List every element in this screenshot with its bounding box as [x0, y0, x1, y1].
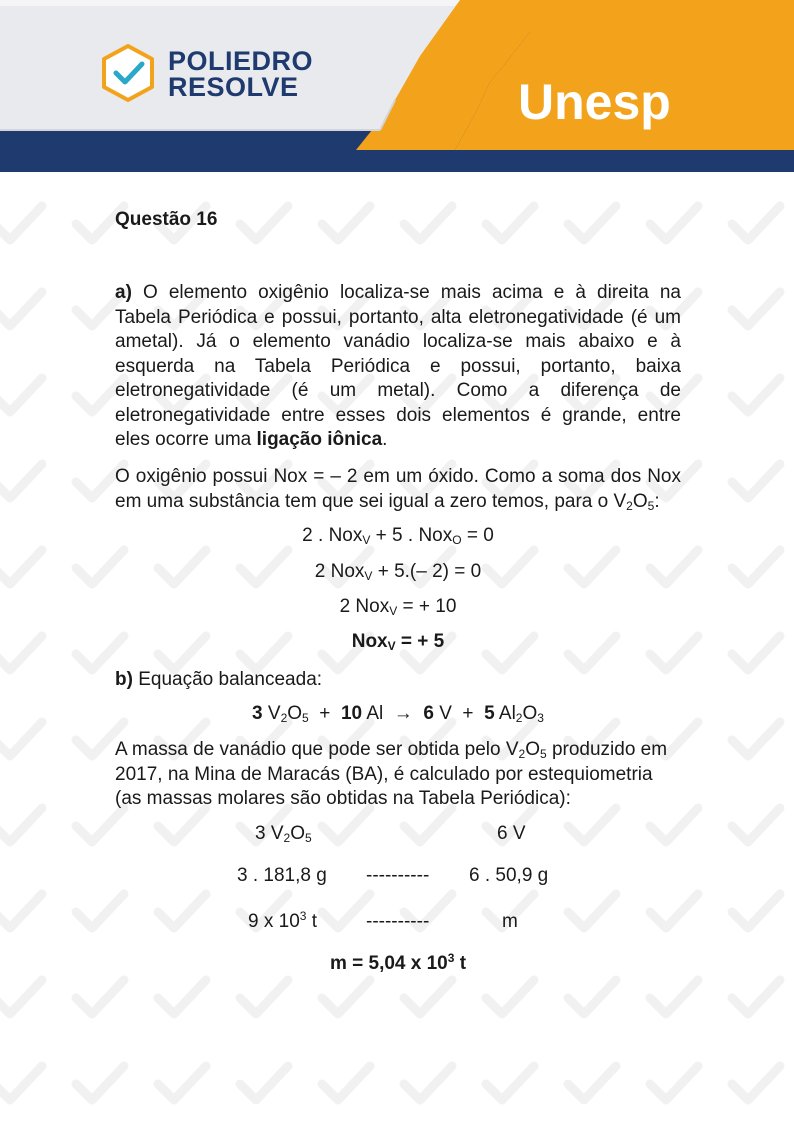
part-b-paragraph — [115, 738, 681, 812]
table-r1-c3: 6 V — [497, 823, 526, 844]
subscript: V — [364, 569, 373, 583]
result-text: t — [454, 953, 467, 974]
eq-text: + 5.(– 2) = 0 — [372, 561, 482, 582]
superscript: 3 — [447, 951, 455, 965]
subscript: V — [362, 533, 371, 547]
subscript: 2 — [626, 498, 633, 513]
eq-text: = + 5 — [395, 631, 445, 652]
table-r3-c2: ---------- — [366, 911, 430, 932]
coefficient: 3 — [252, 703, 263, 724]
table-r2-c3: 6 . 50,9 g — [469, 865, 549, 886]
eq-text: = + 10 — [397, 596, 457, 617]
table-r2-c2: ---------- — [366, 865, 430, 886]
element-symbol: O — [525, 739, 540, 760]
table-r2-c1: 3 . 181,8 g — [237, 865, 327, 886]
subscript: V — [387, 639, 396, 653]
table-r1-c1 — [255, 823, 312, 845]
subscript: 2 — [515, 711, 523, 725]
equation-1 — [115, 525, 681, 547]
part-a-label: a) — [115, 282, 132, 303]
part-b-text: A massa de vanádio que pode ser obtida pelo V — [115, 739, 519, 760]
coefficient: 10 — [340, 703, 363, 724]
part-a-paragraph-1 — [115, 281, 681, 453]
cell-text: 9 x 10 — [248, 911, 300, 932]
part-a-text-1: O elemento oxigênio localiza-se mais acima e à direita na Tabela Periódica e possui, portanto, alta eletronegatividade (é um ametal). Já o elemento vanádio localiza-se mais abaixo e à esquerda na Tabela Periódica e possui, portanto, baixa eletronegatividade (é um metal). Como a diferença de eletronegatividade entre esses dois elementos é grande, entre eles ocorre uma — [115, 282, 681, 450]
plus-sign: + — [308, 703, 341, 724]
eq-text: 2 Nox — [314, 561, 365, 582]
reactant: Al — [362, 703, 384, 724]
element-symbol: O — [290, 823, 305, 844]
reaction-arrow: → — [383, 703, 424, 724]
cell-text: 3 V — [255, 823, 284, 844]
subscript: 2 — [518, 747, 526, 761]
element-symbol: O — [632, 490, 648, 512]
reactant: V — [262, 703, 281, 724]
question-title: Questão 16 — [115, 209, 218, 230]
part-b-intro — [115, 668, 681, 693]
subscript: O — [452, 533, 462, 547]
subscript: 2 — [280, 711, 288, 725]
balanced-reaction — [115, 703, 681, 725]
subscript: 5 — [302, 711, 309, 725]
part-a-text-2: O oxigênio possui Nox = – 2 em um óxido. Como a soma dos Nox em uma substância tem que sei igual a zero temos, para o V — [115, 466, 681, 512]
element-symbol: O — [287, 703, 303, 724]
subscript: 2 — [283, 831, 291, 845]
table-r3-c3: m — [502, 911, 518, 932]
equation-2 — [115, 561, 681, 583]
part-b-text-end: produzido em 2017, na Mina de Maracás (BA), é calculado por estequiometria (as massas molares são obtidas na Tabela Periódica): — [115, 739, 668, 809]
page-header — [0, 0, 794, 172]
part-a-bold-term: ligação iônica — [256, 429, 383, 450]
part-b-label: b) — [115, 669, 133, 690]
eq-text: 2 Nox — [339, 596, 390, 617]
subscript: 5 — [539, 747, 547, 761]
final-result — [115, 953, 681, 975]
plus-sign: + — [451, 703, 485, 724]
check-badge-icon — [100, 44, 156, 102]
punctuation: : — [654, 490, 660, 512]
brand-line-2: RESOLVE — [168, 72, 299, 102]
product: V — [433, 703, 452, 724]
subscript: 3 — [537, 711, 544, 725]
cell-text: t — [306, 911, 318, 932]
element-symbol: O — [522, 703, 538, 724]
eq-text: = 0 — [461, 525, 494, 546]
superscript: 3 — [299, 909, 307, 923]
eq-text: 2 . Nox — [302, 525, 363, 546]
brand-line-1: POLIEDRO — [168, 46, 314, 76]
part-a-text-1-end: . — [382, 429, 388, 450]
part-a-paragraph-2 — [115, 465, 681, 514]
result-text: m = 5,04 x 10 — [329, 953, 448, 974]
eq-text: + 5 . Nox — [370, 525, 453, 546]
eq-text: Nox — [351, 631, 388, 652]
brand-logo-text — [168, 48, 313, 100]
exam-name: Unesp — [518, 74, 671, 130]
subscript: V — [389, 604, 398, 618]
coefficient: 6 — [423, 703, 434, 724]
subscript: 5 — [647, 498, 655, 513]
part-b-intro-text: Equação balanceada: — [132, 669, 323, 690]
subscript: 5 — [305, 831, 312, 845]
product: Al — [494, 703, 516, 724]
equation-4-result — [115, 631, 681, 653]
table-r3-c1 — [248, 911, 317, 933]
coefficient: 5 — [484, 703, 495, 724]
equation-3 — [115, 596, 681, 618]
